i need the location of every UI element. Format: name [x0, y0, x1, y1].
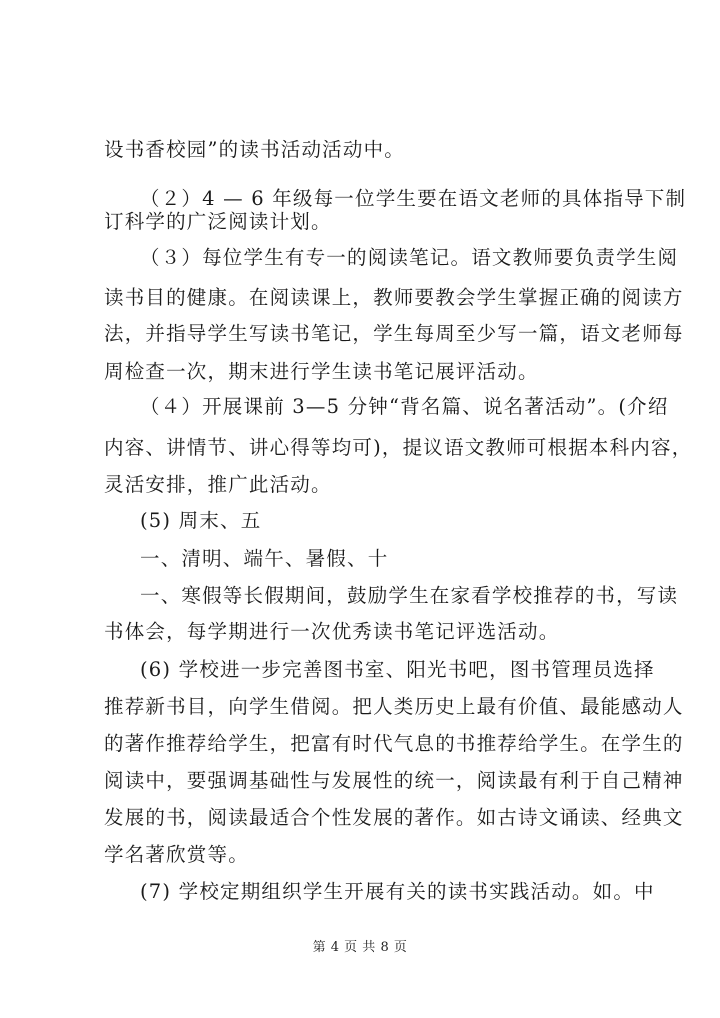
- text-line: 灵活安排，推广此活动。: [104, 473, 332, 496]
- text-line: （３）每位学生有专一的阅读笔记。语文教师要负责学生阅: [140, 246, 679, 269]
- text-line: 读书目的健康。在阅读课上，教师要教会学生掌握正确的阅读方: [104, 286, 684, 309]
- text-line: 推荐新书目，向学生借阅。把人类历史上最有价值、最能感动人: [104, 695, 684, 718]
- text-line: 周检查一次，期末进行学生读书笔记展评活动。: [104, 360, 539, 383]
- text-line: 阅读中，要强调基础性与发展性的统一，阅读最有利于自己精神: [104, 769, 684, 792]
- text-line: 一、寒假等长假期间，鼓励学生在家看学校推荐的书，写读: [140, 584, 679, 607]
- text-line: 订科学的广泛阅读计划。: [104, 210, 332, 233]
- text-line: (6) 学校进一步完善图书室、阳光书吧，图书管理员选择: [140, 658, 655, 681]
- page-number-footer: 第 4 页 共 8 页: [312, 940, 408, 955]
- text-line: 学名著欣赏等。: [104, 843, 249, 866]
- text-line: 法，并指导学生写读书笔记，学生每周至少写一篇，语文老师每: [104, 322, 684, 345]
- text-line: 一、清明、端午、暑假、十: [140, 547, 389, 570]
- text-line: 发展的书，阅读最适合个性发展的著作。如古诗文诵读、经典文: [104, 806, 684, 829]
- text-line: （４）开展课前 3—5 分钟“背名篇、说名著活动”。(介绍: [140, 395, 669, 418]
- text-line: 设书香校园”的读书活动活动中。: [104, 138, 405, 161]
- text-line: 书体会，每学期进行一次优秀读书笔记评选活动。: [104, 620, 560, 643]
- text-line: 的著作推荐给学生，把富有时代气息的书推荐给学生。在学生的: [104, 732, 684, 755]
- text-line: （２）4 — 6 年级每一位学生要在语文老师的具体指导下制: [140, 187, 687, 210]
- text-line: 内容、讲情节、讲心得等均可)，提议语文教师可根据本科内容，: [104, 436, 693, 459]
- text-line: (5) 周末、五: [140, 509, 262, 532]
- text-line: (7) 学校定期组织学生开展有关的读书实践活动。如。中: [140, 880, 655, 903]
